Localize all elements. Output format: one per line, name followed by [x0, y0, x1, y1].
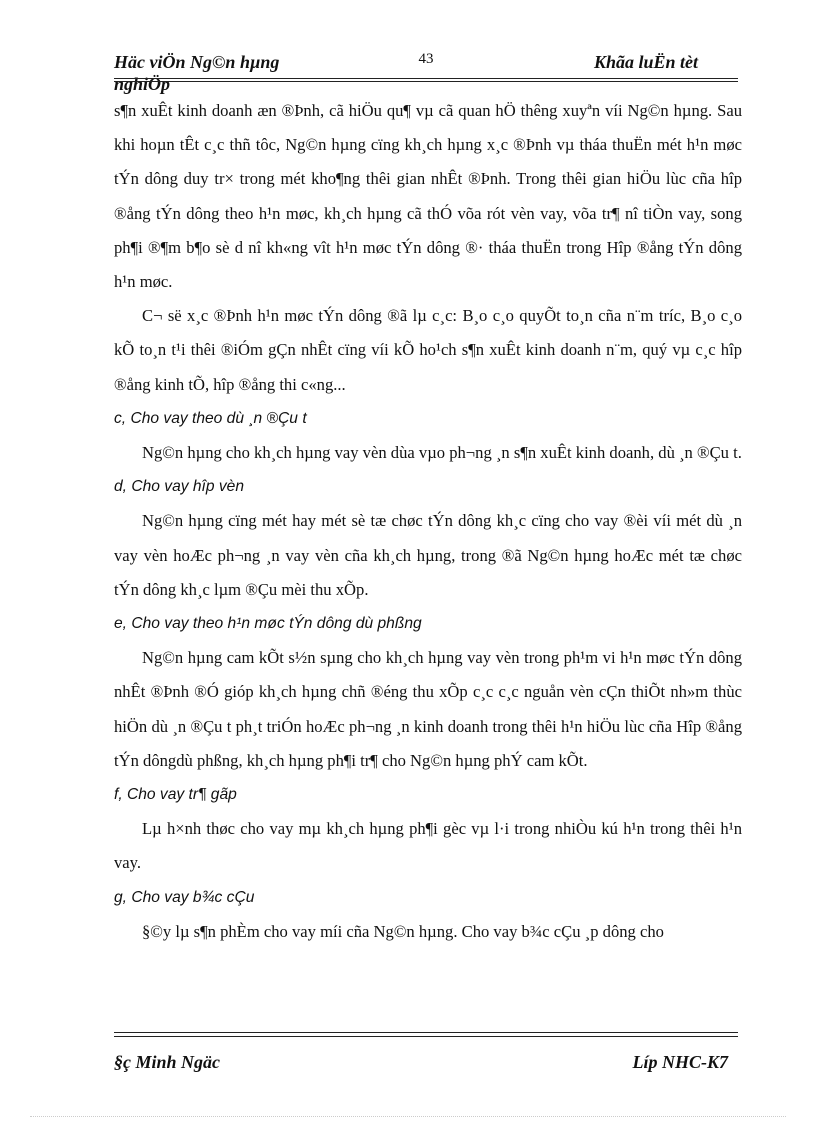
body-paragraph: Ng©n hµng cho kh¸ch hµng vay vèn dùa vµo ph¬ng ¸n s¶n xuÊt kinh doanh, dù ¸n ®Çu t. — [142, 443, 742, 463]
header-thesis-title: Khãa luËn tèt — [593, 52, 698, 72]
footer-class: Líp NHC-K7 — [632, 1052, 728, 1072]
page-bottom-dotted-line — [30, 1116, 786, 1117]
subsection-heading: d, Cho vay hîp vèn — [114, 478, 245, 496]
subsection-heading: c, Cho vay theo dù ¸n ®Çu t — [114, 409, 307, 427]
body-paragraph: §©y lµ s¶n phÈm cho vay míi cña Ng©n hµng. Cho vay b¾c cÇu ¸p dông cho — [142, 921, 664, 941]
footer-rule-bottom — [114, 1036, 738, 1037]
body-paragraph: Lµ h×nh thøc cho vay mµ kh¸ch hµng ph¶i gèc vµ l·i trong nhiÒu kú h¹n trong thêi h¹n vay. — [114, 819, 742, 873]
footer-rule-top — [114, 1032, 738, 1033]
page-number: 43 — [418, 51, 434, 67]
header-rule-bottom — [114, 81, 738, 82]
header-rule-top — [114, 78, 738, 79]
body-paragraph: C¬ së x¸c ®Þnh h¹n møc tÝn dông ®ã lµ c¸c: B¸o c¸o quyÕt to¸n cña n¨m tríc, B¸o c¸o kÕ to¸n t¹i thêi ®iÓm gÇn nhÊt cïng víi kÕ ho¹ch s¶n xuÊt kinh doanh n¨m, quý vµ c¸c hîp ®ång kinh tÕ, hîp ®ång thi c«ng... — [114, 306, 742, 394]
subsection-heading: g, Cho vay b¾c cÇu — [114, 888, 255, 906]
header-thesis-title-continued: nghiÖp — [114, 74, 171, 94]
footer-author: §ç Minh Ngäc — [114, 1052, 221, 1072]
subsection-heading: f, Cho vay tr¶ gãp — [114, 786, 237, 804]
page-footer — [114, 1052, 738, 1076]
body-paragraph: Ng©n hµng cam kÕt s½n sµng cho kh¸ch hµng vay vèn trong ph¹m vi h¹n møc tÝn dông nhÊt ®Þnh ®Ó gióp kh¸ch hµng chñ ®éng thu xÕp c¸c c¸c nguån vèn cÇn thiÕt nh»m thùc hiÖn dù ¸n ®Çu t ph¸t triÓn hoÆc ph¬ng ¸n kinh doanh trong thêi h¹n hiÖu lùc cña Hîp ®ång tÝn dôngdù phßng, kh¸ch hµng ph¶i tr¶ cho Ng©n hµng phÝ cam kÕt. — [114, 648, 742, 770]
body-paragraph: Ng©n hµng cïng mét hay mét sè tæ chøc tÝn dông kh¸c cïng cho vay ®èi víi mét dù ¸n vay vèn hoÆc ph¬ng ¸n vay vèn cña kh¸ch hµng, trong ®ã Ng©n hµng hoÆc mét tæ chøc tÝn dông kh¸c lµm ®Çu mèi thu xÕp. — [114, 511, 742, 599]
page-header — [114, 51, 738, 94]
subsection-heading: e, Cho vay theo h¹n møc tÝn dông dù phßng — [114, 615, 422, 633]
header-institution: Häc viÖn Ng©n hµng — [114, 52, 280, 72]
body-paragraph: s¶n xuÊt kinh doanh æn ®Þnh, cã hiÖu qu¶ vµ cã quan hÖ thêng xuyªn víi Ng©n hµng. Sau khi hoµn tÊt c¸c thñ tôc, Ng©n hµng cïng kh¸ch hµng x¸c ®Þnh vµ tháa thuËn mét h¹n møc tÝn dông duy tr× trong mét kho¶ng thêi gian nhÊt ®Þnh. Trong thêi gian hiÖu lùc cña hîp ®ång tÝn dông theo h¹n møc, kh¸ch hµng cã thÓ võa rót vèn vay, võa tr¶ nî tiÒn vay, song ph¶i ®¶m b¶o sè d nî kh«ng vît h¹n møc tÝn dông ®· tháa thuËn trong Hîp ®ång tÝn dông h¹n møc. — [114, 101, 742, 292]
body-text — [114, 94, 742, 949]
